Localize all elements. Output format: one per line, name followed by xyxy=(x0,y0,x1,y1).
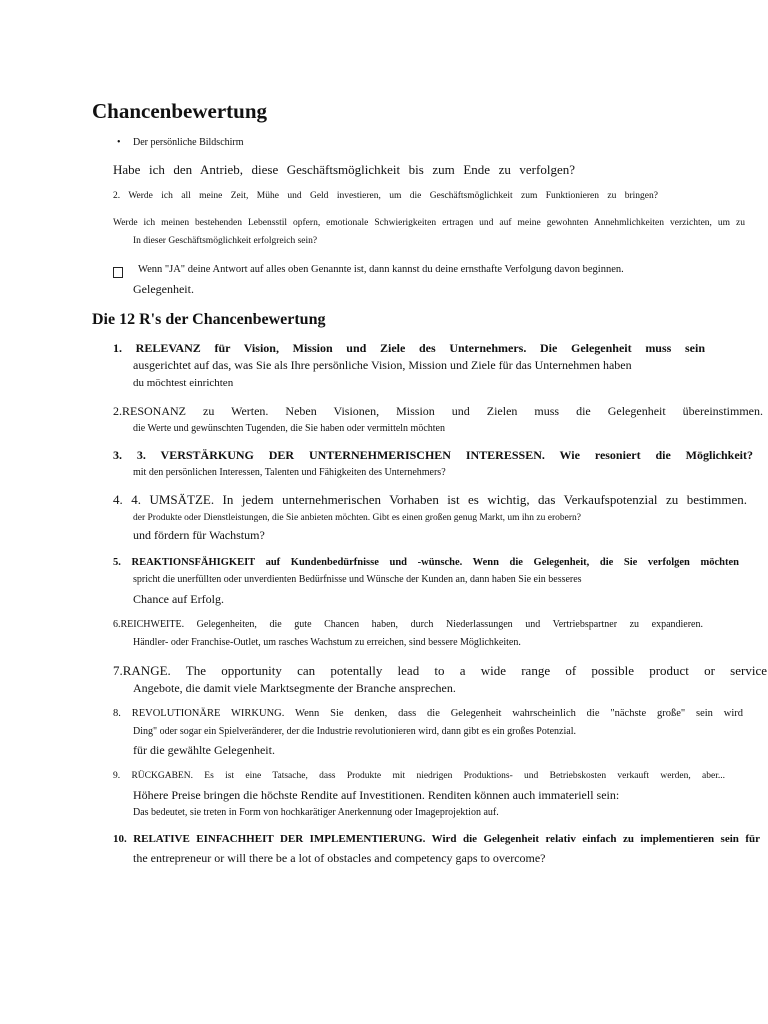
note-line-1: Wenn "JA" deine Antwort auf alles oben Genannte ist, dann kannst du deine ernsthafte Verfolgung davon beginnen. xyxy=(138,264,624,275)
list-item-5-line-3: Chance auf Erfolg. xyxy=(133,592,224,606)
list-item-3-heading: 3. 3. VERSTÄRKUNG DER UNTERNEHMERISCHEN INTERESSEN. Wie resoniert die Möglichkeit? xyxy=(113,448,753,462)
page-title: Chancenbewertung xyxy=(92,99,268,123)
checkbox-icon xyxy=(113,263,123,281)
list-item-8-line-3: für die gewählte Gelegenheit. xyxy=(133,743,275,757)
list-item-5-heading: 5. REAKTIONSFÄHIGKEIT auf Kundenbedürfnisse und -wünsche. Wenn die Gelegenheit, die Sie verfolgen möchten xyxy=(113,557,739,568)
list-item-4-line-2: der Produkte oder Dienstleistungen, die Sie anbieten möchten. Gibt es einen großen genug Markt, um ihn zu erobern? xyxy=(133,513,581,523)
list-item-7-line-2: Angebote, die damit viele Marktsegmente der Branche ansprechen. xyxy=(133,681,456,695)
question-3-line-2: In dieser Geschäftsmöglichkeit erfolgreich sein? xyxy=(133,236,318,246)
list-item-6-heading: 6.REICHWEITE. Gelegenheiten, die gute Chancen haben, durch Niederlassungen und Vertriebspartner zu expandieren. xyxy=(113,619,703,630)
list-item-1-line-2: ausgerichtet auf das, was Sie als Ihre persönliche Vision, Mission und Ziele für das Unternehmen haben xyxy=(133,358,632,372)
question-2: 2. Werde ich all meine Zeit, Mühe und Geld investieren, um die Geschäftsmöglichkeit zum Funktionieren zu bringen? xyxy=(113,191,658,201)
question-1: Habe ich den Antrieb, diese Geschäftsmöglichkeit bis zum Ende zu verfolgen? xyxy=(113,162,575,177)
list-item-6-line-2: Händler- oder Franchise-Outlet, um rasches Wachstum zu erreichen, sind bessere Möglichkeiten. xyxy=(133,637,521,648)
list-item-8-heading: 8. REVOLUTIONÄRE WIRKUNG. Wenn Sie denken, dass die Gelegenheit wahrscheinlich die "nächste große" sein wird xyxy=(113,708,743,719)
question-3-line-1: Werde ich meinen bestehenden Lebensstil opfern, emotionale Schwierigkeiten ertragen und auf meine gewohnten Annehmlichkeiten verzichten, um zu xyxy=(113,218,745,228)
list-item-9-heading: 9. RÜCKGABEN. Es ist eine Tatsache, dass Produkte mit niedrigen Produktions- und Betriebskosten verkauft werden, aber... xyxy=(113,771,725,781)
list-item-1-line-3: du möchtest einrichten xyxy=(133,377,234,389)
note-line-2: Gelegenheit. xyxy=(133,282,194,296)
list-item-1-heading: 1. RELEVANZ für Vision, Mission und Ziele des Unternehmers. Die Gelegenheit muss sein xyxy=(113,341,705,355)
list-item-3-line-2: mit den persönlichen Interessen, Talenten und Fähigkeiten des Unternehmers? xyxy=(133,467,446,478)
list-item-2-line-2: die Werte und gewünschten Tugenden, die Sie haben oder vermitteln möchten xyxy=(133,423,445,434)
list-item-4-line-3: und fördern für Wachstum? xyxy=(133,528,265,542)
list-item-8-line-2: Ding" oder sogar ein Spielveränderer, der die Industrie revolutionieren wird, dann gibt es ein großes Potenzial. xyxy=(133,726,576,737)
list-item-9-line-3: Das bedeutet, sie treten in Form von hochkarätiger Anerkennung oder Imageprojektion auf. xyxy=(133,807,499,818)
bullet-text: Der persönliche Bildschirm xyxy=(133,137,244,148)
list-item-10-line-2: the entrepreneur or will there be a lot of obstacles and competency gaps to overcome? xyxy=(133,851,546,865)
list-item-5-line-2: spricht die unerfüllten oder unverdienten Bedürfnisse und Wünsche der Kunden an, dann haben Sie ein besseres xyxy=(133,574,582,585)
list-item-9-line-2: Höhere Preise bringen die höchste Rendite auf Investitionen. Renditen können auch immateriell sein: xyxy=(133,788,620,802)
list-item-4-heading: 4. 4. UMSÄTZE. In jedem unternehmerischen Vorhaben ist es wichtig, das Verkaufspotenzial zu bestimmen. xyxy=(113,492,747,507)
list-item-7-heading: 7.RANGE. The opportunity can potentally lead to a wide range of possible product or service xyxy=(113,663,767,678)
list-item-2-heading: 2.RESONANZ zu Werten. Neben Visionen, Mission und Zielen muss die Gelegenheit übereinstimmen. xyxy=(113,404,763,418)
section-title: Die 12 R's der Chancenbewertung xyxy=(92,311,326,328)
list-item-10-heading: 10. RELATIVE EINFACHHEIT DER IMPLEMENTIERUNG. Wird die Gelegenheit relativ einfach zu implementieren sein für xyxy=(113,833,760,845)
bullet-marker: • xyxy=(117,137,121,148)
